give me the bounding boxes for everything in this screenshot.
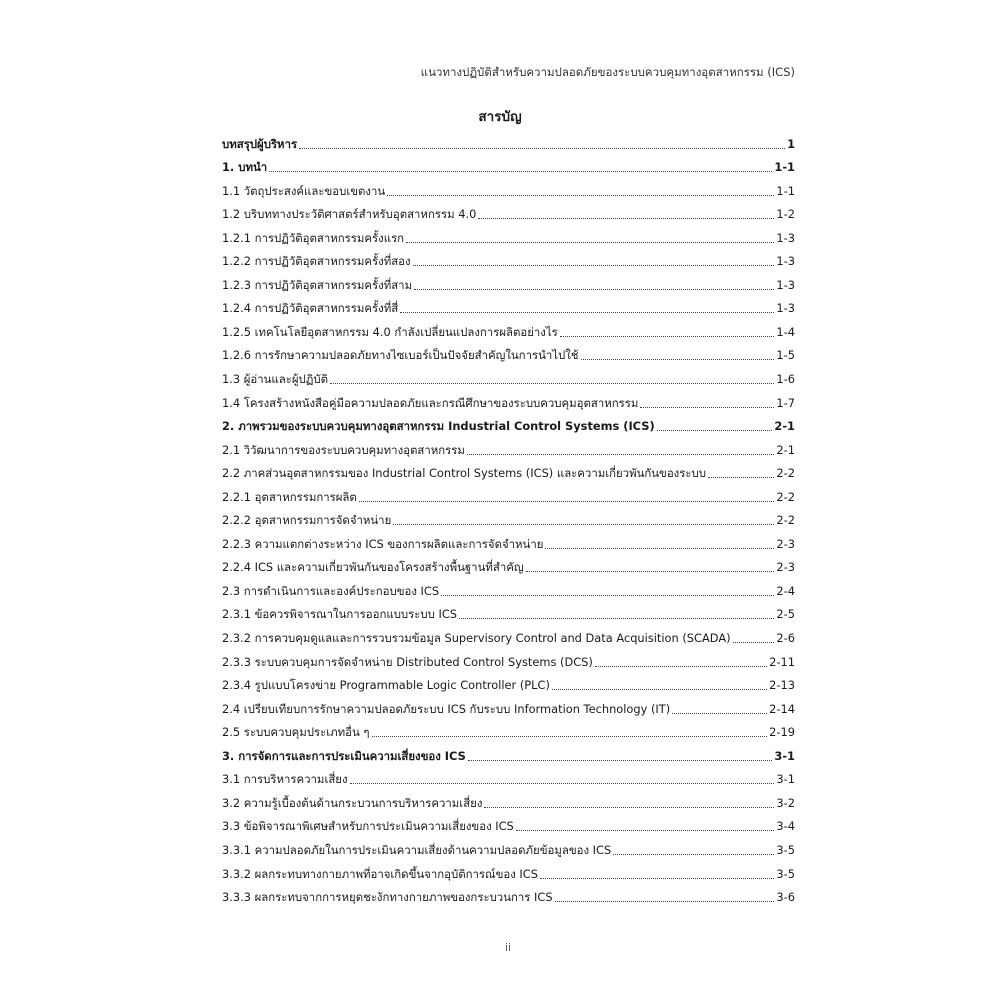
dot-leader [414,289,774,290]
dot-leader [372,736,768,737]
dot-leader [545,548,774,549]
toc-entry-page: 2-2 [776,466,795,481]
toc-entry-title: 2.2.1 อุตสาหกรรมการผลิต [222,489,357,504]
toc-entry-title: 2.3.4 รูปแบบโครงข่าย Programmable Logic Controller (PLC) [222,678,550,693]
dot-leader [526,571,775,572]
toc-entry[interactable] [222,764,795,788]
toc-entry[interactable] [222,269,795,293]
dot-leader [359,501,775,502]
toc-entry-page: 1-7 [776,395,795,410]
dot-leader [581,359,775,360]
toc-entry[interactable] [222,670,795,694]
toc-entry-page: 1-6 [776,372,795,387]
toc-entry-title: 1.2.2 การปฏิวัติอุตสาหกรรมครั้งที่สอง [222,254,411,269]
toc-entry[interactable] [222,552,795,576]
dot-leader [672,713,767,714]
toc-entry-title: 1.2.1 การปฏิวัติอุตสาหกรรมครั้งแรก [222,230,405,245]
toc-entry-title: 2.2 ภาคส่วนอุตสาหกรรมของ Industrial Control Systems (ICS) และความเกี่ยวพันกันของระบบ [222,466,706,481]
toc-entry-title: 3.3.3 ผลกระทบจากการหยุดชะงักทางกายภาพของกระบวนการ ICS [222,890,553,905]
toc-entry-title: 3.3.1 ความปลอดภัยในการประเมินความเสี่ยงด้านความปลอดภัยข้อมูลของ ICS [222,842,612,857]
toc-entry-page: 1-5 [776,348,795,363]
dot-leader [387,195,774,196]
dot-leader [708,477,774,478]
toc-entry-page: 1-1 [774,160,795,175]
toc-entry-page: 1-2 [776,207,795,222]
toc-entry-page: 3-2 [776,795,795,810]
dot-leader [516,830,775,831]
toc-entry-page: 3-4 [776,819,795,834]
toc-entry-title: 2.2.3 ความแตกต่างระหว่าง ICS ของการผลิตและการจัดจำหน่าย [222,536,544,551]
toc-entry-title: 1.3 ผู้อ่านและผู้ปฏิบัติ [222,372,329,387]
toc-entry-page: 3-6 [776,890,795,905]
dot-leader [733,642,775,643]
dot-leader [413,265,775,266]
toc-entry-title: 3.3 ข้อพิจารณาพิเศษสำหรับการประเมินความเสี่ยงของ ICS [222,819,514,834]
dot-leader [552,689,767,690]
toc-entry-title: 2. ภาพรวมของระบบควบคุมทางอุตสาหกรรม Industrial Control Systems (ICS) [222,419,655,434]
dot-leader [640,407,774,408]
toc-entry-title: 2.2.4 ICS และความเกี่ยวพันกันของโครงสร้างพื้นฐานที่สำคัญ [222,560,524,575]
dot-leader [269,171,772,172]
toc-entry[interactable] [222,787,795,811]
toc-entry-page: 2-4 [776,583,795,598]
toc-entry[interactable] [222,575,795,599]
page-number: ii [504,941,512,954]
dot-leader [350,783,775,784]
toc-entry[interactable] [222,316,795,340]
toc-entry-page: 1-3 [776,254,795,269]
dot-leader [299,148,785,149]
toc-entry-title: 2.5 ระบบควบคุมประเภทอื่น ๆ [222,725,370,740]
toc-entry[interactable] [222,199,795,223]
dot-leader [330,383,774,384]
toc-entry-page: 3-1 [776,772,795,787]
toc-entry-page: 2-3 [776,536,795,551]
toc-entry-title: 1.2.3 การปฏิวัติอุตสาหกรรมครั้งที่สาม [222,277,413,292]
toc-entry[interactable] [222,646,795,670]
toc-entry-title: 2.3.3 ระบบควบคุมการจัดจำหน่าย Distributed Control Systems (DCS) [222,654,593,669]
toc-entry[interactable] [222,882,795,906]
toc-entry-title: 2.2.2 อุตสาหกรรมการจัดจำหน่าย [222,513,392,528]
toc-entry-title: บทสรุปผู้บริหาร [222,136,298,151]
toc-entry-page: 1-3 [776,301,795,316]
toc-entry-title: 1.2.4 การปฏิวัติอุตสาหกรรมครั้งที่สี่ [222,301,399,316]
toc-entry-page: 3-5 [776,842,795,857]
toc-entry-page: 3-5 [776,866,795,881]
toc-entry[interactable] [222,505,795,529]
toc-entry-page: 1-3 [776,230,795,245]
dot-leader [468,760,773,761]
toc-entry-page: 1 [787,136,795,151]
toc-entry-title: 2.1 วิวัฒนาการของระบบควบคุมทางอุตสาหกรรม [222,442,465,457]
toc-entry[interactable] [222,528,795,552]
dot-leader [555,901,775,902]
toc-entry[interactable] [222,387,795,411]
toc-entry[interactable] [222,481,795,505]
toc-entry-page: 2-1 [774,419,795,434]
toc-entry[interactable] [222,858,795,882]
dot-leader [484,807,774,808]
toc-entry-page: 1-3 [776,277,795,292]
dot-leader [560,336,775,337]
toc-entry-title: 1.2.6 การรักษาความปลอดภัยทางไซเบอร์เป็นปัจจัยสำคัญในการนำไปใช้ [222,348,579,363]
dot-leader [613,854,774,855]
toc-entry[interactable] [222,363,795,387]
toc-entry-title: 1.1 วัตถุประสงค์และขอบเขตงาน [222,183,386,198]
toc-entry[interactable] [222,152,795,176]
toc-entry-page: 2-1 [776,442,795,457]
toc-entry[interactable] [222,622,795,646]
toc-entry-title: 1.4 โครงสร้างหนังสือคู่มือความปลอดภัยและกรณีศึกษาของระบบควบคุมอุตสาหกรรม [222,395,639,410]
toc-entry-title: 2.3.2 การควบคุมดูแลและการรวบรวมข้อมูล Supervisory Control and Data Acquisition (SCADA) [222,631,731,646]
toc-entry-page: 1-1 [776,183,795,198]
toc-entry[interactable] [222,175,795,199]
toc-entry[interactable] [222,599,795,623]
toc-entry-title: 3.1 การบริหารความเสี่ยง [222,772,348,787]
dot-leader [540,878,774,879]
toc-entry-page: 2-2 [776,489,795,504]
toc-entry-title: 1. บทนำ [222,160,268,175]
dot-leader [441,595,774,596]
toc-entry-title: 2.4 เปรียบเทียบการรักษาความปลอดภัยระบบ ICS กับระบบ Information Technology (IT) [222,701,671,716]
toc-entry[interactable] [222,740,795,764]
toc-entry[interactable] [222,434,795,458]
toc-entry-page: 3-1 [774,748,795,763]
toc-entry-page: 2-14 [769,701,795,716]
toc-entry-page: 1-4 [776,324,795,339]
dot-leader [657,430,773,431]
toc-entry-title: 1.2.5 เทคโนโลยีอุตสาหกรรม 4.0 กำลังเปลี่ยนแปลงการผลิตอย่างไร [222,324,558,339]
toc-entry[interactable] [222,811,795,835]
toc-entry[interactable] [222,128,795,152]
dot-leader [406,242,774,243]
toc-entry-page: 2-13 [769,678,795,693]
toc-entry-title: 3. การจัดการและการประเมินความเสี่ยงของ ICS [222,748,466,763]
toc-entry-page: 2-19 [769,725,795,740]
toc-entry-title: 2.3 การดำเนินการและองค์ประกอบของ ICS [222,583,440,598]
dot-leader [595,666,767,667]
toc-entry[interactable] [222,246,795,270]
toc-entry[interactable] [222,717,795,741]
toc-entry-title: 3.2 ความรู้เบื้องต้นด้านกระบวนการบริหารความเสี่ยง [222,795,483,810]
toc-entry[interactable] [222,693,795,717]
toc-entry[interactable] [222,834,795,858]
toc-entry-page: 2-2 [776,513,795,528]
toc-entry[interactable] [222,411,795,435]
running-header: แนวทางปฏิบัติสำหรับความปลอดภัยของระบบควบคุมทางอุตสาหกรรม (ICS) [420,65,795,79]
toc-entry-page: 2-11 [769,654,795,669]
toc-entry-page: 2-6 [776,631,795,646]
toc-entry[interactable] [222,340,795,364]
dot-leader [400,312,774,313]
page-title: สารบัญ [478,109,522,125]
toc-entry-title: 2.3.1 ข้อควรพิจารณาในการออกแบบระบบ ICS [222,607,458,622]
dot-leader [478,218,774,219]
dot-leader [467,454,775,455]
dot-leader [393,524,774,525]
dot-leader [459,618,774,619]
toc-entry[interactable] [222,458,795,482]
toc-entry-title: 1.2 บริบททางประวัติศาสตร์สำหรับอุตสาหกรรม 4.0 [222,207,477,222]
toc-entry-page: 2-5 [776,607,795,622]
toc-entry-page: 2-3 [776,560,795,575]
table-of-contents [222,128,795,905]
toc-entry-title: 3.3.2 ผลกระทบทางกายภาพที่อาจเกิดขึ้นจากอุบัติการณ์ของ ICS [222,866,538,881]
toc-entry[interactable] [222,293,795,317]
toc-entry[interactable] [222,222,795,246]
